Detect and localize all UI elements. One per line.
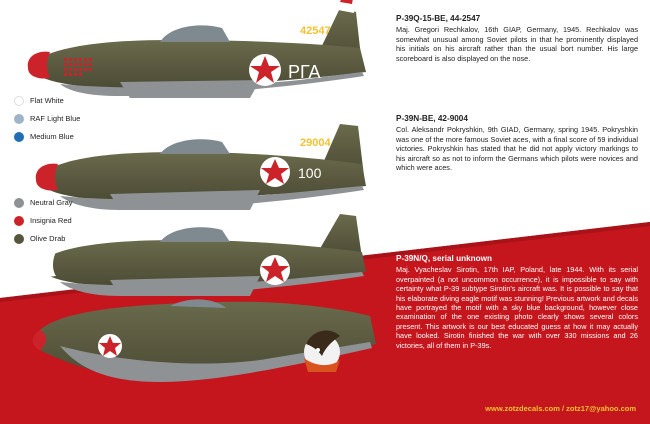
aircraft-2-description — [396, 114, 638, 172]
contact-footer[interactable]: www.zotzdecals.com / zotz17@yahoo.com — [485, 404, 636, 413]
aircraft-3-description — [396, 254, 638, 350]
swatch-insignia-red — [14, 216, 24, 226]
aircraft-1-body: Maj. Gregori Rechkalov, 16th GIAP, Germany, 1945. Rechkalov was somewhat unusual among Soviet pilots in that he prominently displayed his initials on his aircraft rather than the usual bort number. His large scoreboard is also displayed on the nose. — [396, 25, 638, 63]
legend-item-olive-drab — [14, 234, 134, 246]
swatch-raf-light-blue — [14, 114, 24, 124]
aircraft-3-body: Maj. Vyacheslav Sirotin, 17th IAP, Poland, late 1944. With its serial overpainted (a not uncommon occurrence), it is impossible to say with certainty what P-39 subtype Sirotin's aircraft was. It is possible to say that his elaborate diving eagle motif was stunning! Previous artwork and decals have portrayed the motif with a sky blue background, however close examination of the one existing photo clearly shows several colors present. This artwork is our best educated guess at how it may actually have looked. Sirotin finished the war with over 330 missions and 26 victories, all of them in P-39s. — [396, 265, 638, 350]
legend-label-insignia-red: Insignia Red — [30, 216, 72, 225]
aircraft-1-marking: РГА — [288, 62, 321, 82]
aircraft-1-title: P-39Q-15-BE, 44-2547 — [396, 14, 481, 23]
legend-label-olive-drab: Olive Drab — [30, 234, 66, 243]
legend-item-neutral-gray — [14, 198, 134, 210]
aircraft-1-serial: 42547 — [300, 25, 331, 37]
aircraft-2-body: Col. Aleksandr Pokryshkin, 9th GIAD, Germany, spring 1945. Pokryshkin was one of the more famous Soviet aces, with a final score of 59 individual victories. Pokryshkin has stated that he did not apply victory markings to his aircraft so as not to inform the Germans which pilots were novices and which were aces. — [396, 125, 638, 173]
legend-item-insignia-red — [14, 216, 134, 228]
aircraft-3-title: P-39N/Q, serial unknown — [396, 254, 492, 263]
aircraft-2-title: P-39N-BE, 42-9004 — [396, 114, 468, 123]
aircraft-2-marking: 100 — [298, 165, 322, 181]
legend-label-raf-light-blue: RAF Light Blue — [30, 114, 81, 123]
legend-item-flat-white — [14, 96, 134, 108]
aircraft-2-serial: 29004 — [300, 137, 331, 149]
swatch-flat-white — [14, 96, 24, 106]
legend-label-neutral-gray: Neutral Gray — [30, 198, 73, 207]
legend-label-flat-white: Flat White — [30, 96, 64, 105]
legend-label-medium-blue: Medium Blue — [30, 132, 74, 141]
swatch-medium-blue — [14, 132, 24, 142]
swatch-neutral-gray — [14, 198, 24, 208]
legend-item-medium-blue — [14, 132, 134, 144]
legend-item-raf-light-blue — [14, 114, 134, 126]
swatch-olive-drab — [14, 234, 24, 244]
aircraft-1-description — [396, 14, 638, 63]
